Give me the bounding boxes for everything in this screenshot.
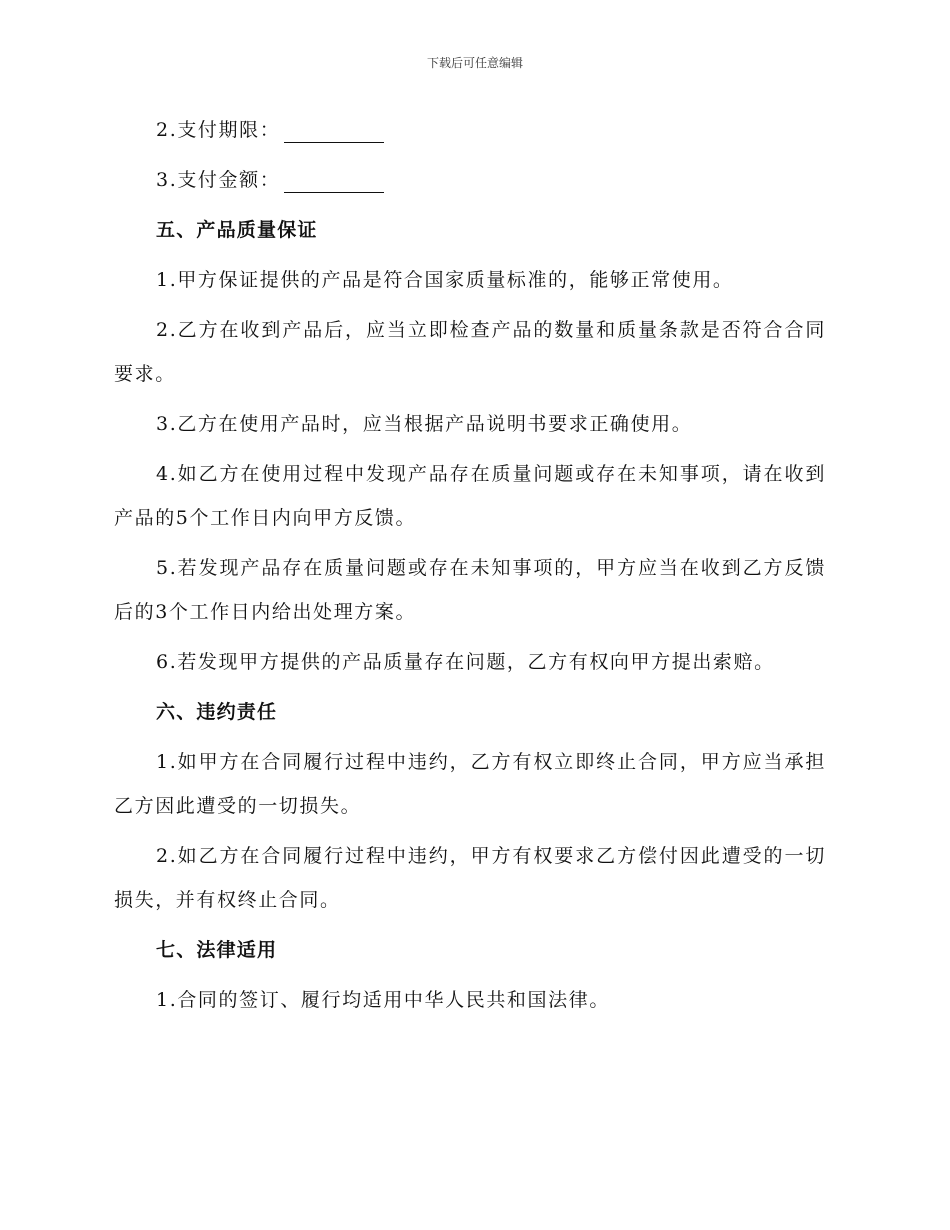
payment-term-label: 2.支付期限： [156, 119, 281, 141]
section-heading-law: 七、法律适用 [156, 939, 278, 961]
breach-clause-1: 1.如甲方在合同履行过程中违约，乙方有权立即终止合同，甲方应当承担乙方因此遭受的一切损失。 [114, 751, 826, 817]
payment-amount-blank [284, 168, 384, 193]
section-heading-breach: 六、违约责任 [156, 701, 278, 723]
law-clause-1: 1.合同的签订、履行均适用中华人民共和国法律。 [156, 989, 610, 1011]
breach-clause-2: 2.如乙方在合同履行过程中违约，甲方有权要求乙方偿付因此遭受的一切损失，并有权终止合同。 [114, 845, 826, 911]
document-body [114, 108, 826, 1028]
payment-amount-line [114, 158, 826, 202]
quality-clause-3: 3.乙方在使用产品时，应当根据产品说明书要求正确使用。 [156, 413, 693, 435]
page-header: 下载后可任意编辑 [426, 56, 523, 70]
payment-term-blank [284, 118, 384, 143]
section-heading-quality: 五、产品质量保证 [156, 219, 318, 241]
quality-clause-6: 6.若发现甲方提供的产品质量存在问题，乙方有权向甲方提出索赔。 [156, 651, 775, 673]
quality-clause-5: 5.若发现产品存在质量问题或存在未知事项的，甲方应当在收到乙方反馈后的3个工作日内给出处理方案。 [114, 557, 826, 623]
quality-clause-2: 2.乙方在收到产品后，应当立即检查产品的数量和质量条款是否符合合同要求。 [114, 319, 826, 385]
payment-amount-label: 3.支付金额： [156, 169, 281, 191]
quality-clause-1: 1.甲方保证提供的产品是符合国家质量标准的，能够正常使用。 [156, 269, 734, 291]
quality-clause-4: 4.如乙方在使用过程中发现产品存在质量问题或存在未知事项，请在收到产品的5个工作日内向甲方反馈。 [114, 463, 826, 529]
payment-term-line [114, 108, 826, 152]
